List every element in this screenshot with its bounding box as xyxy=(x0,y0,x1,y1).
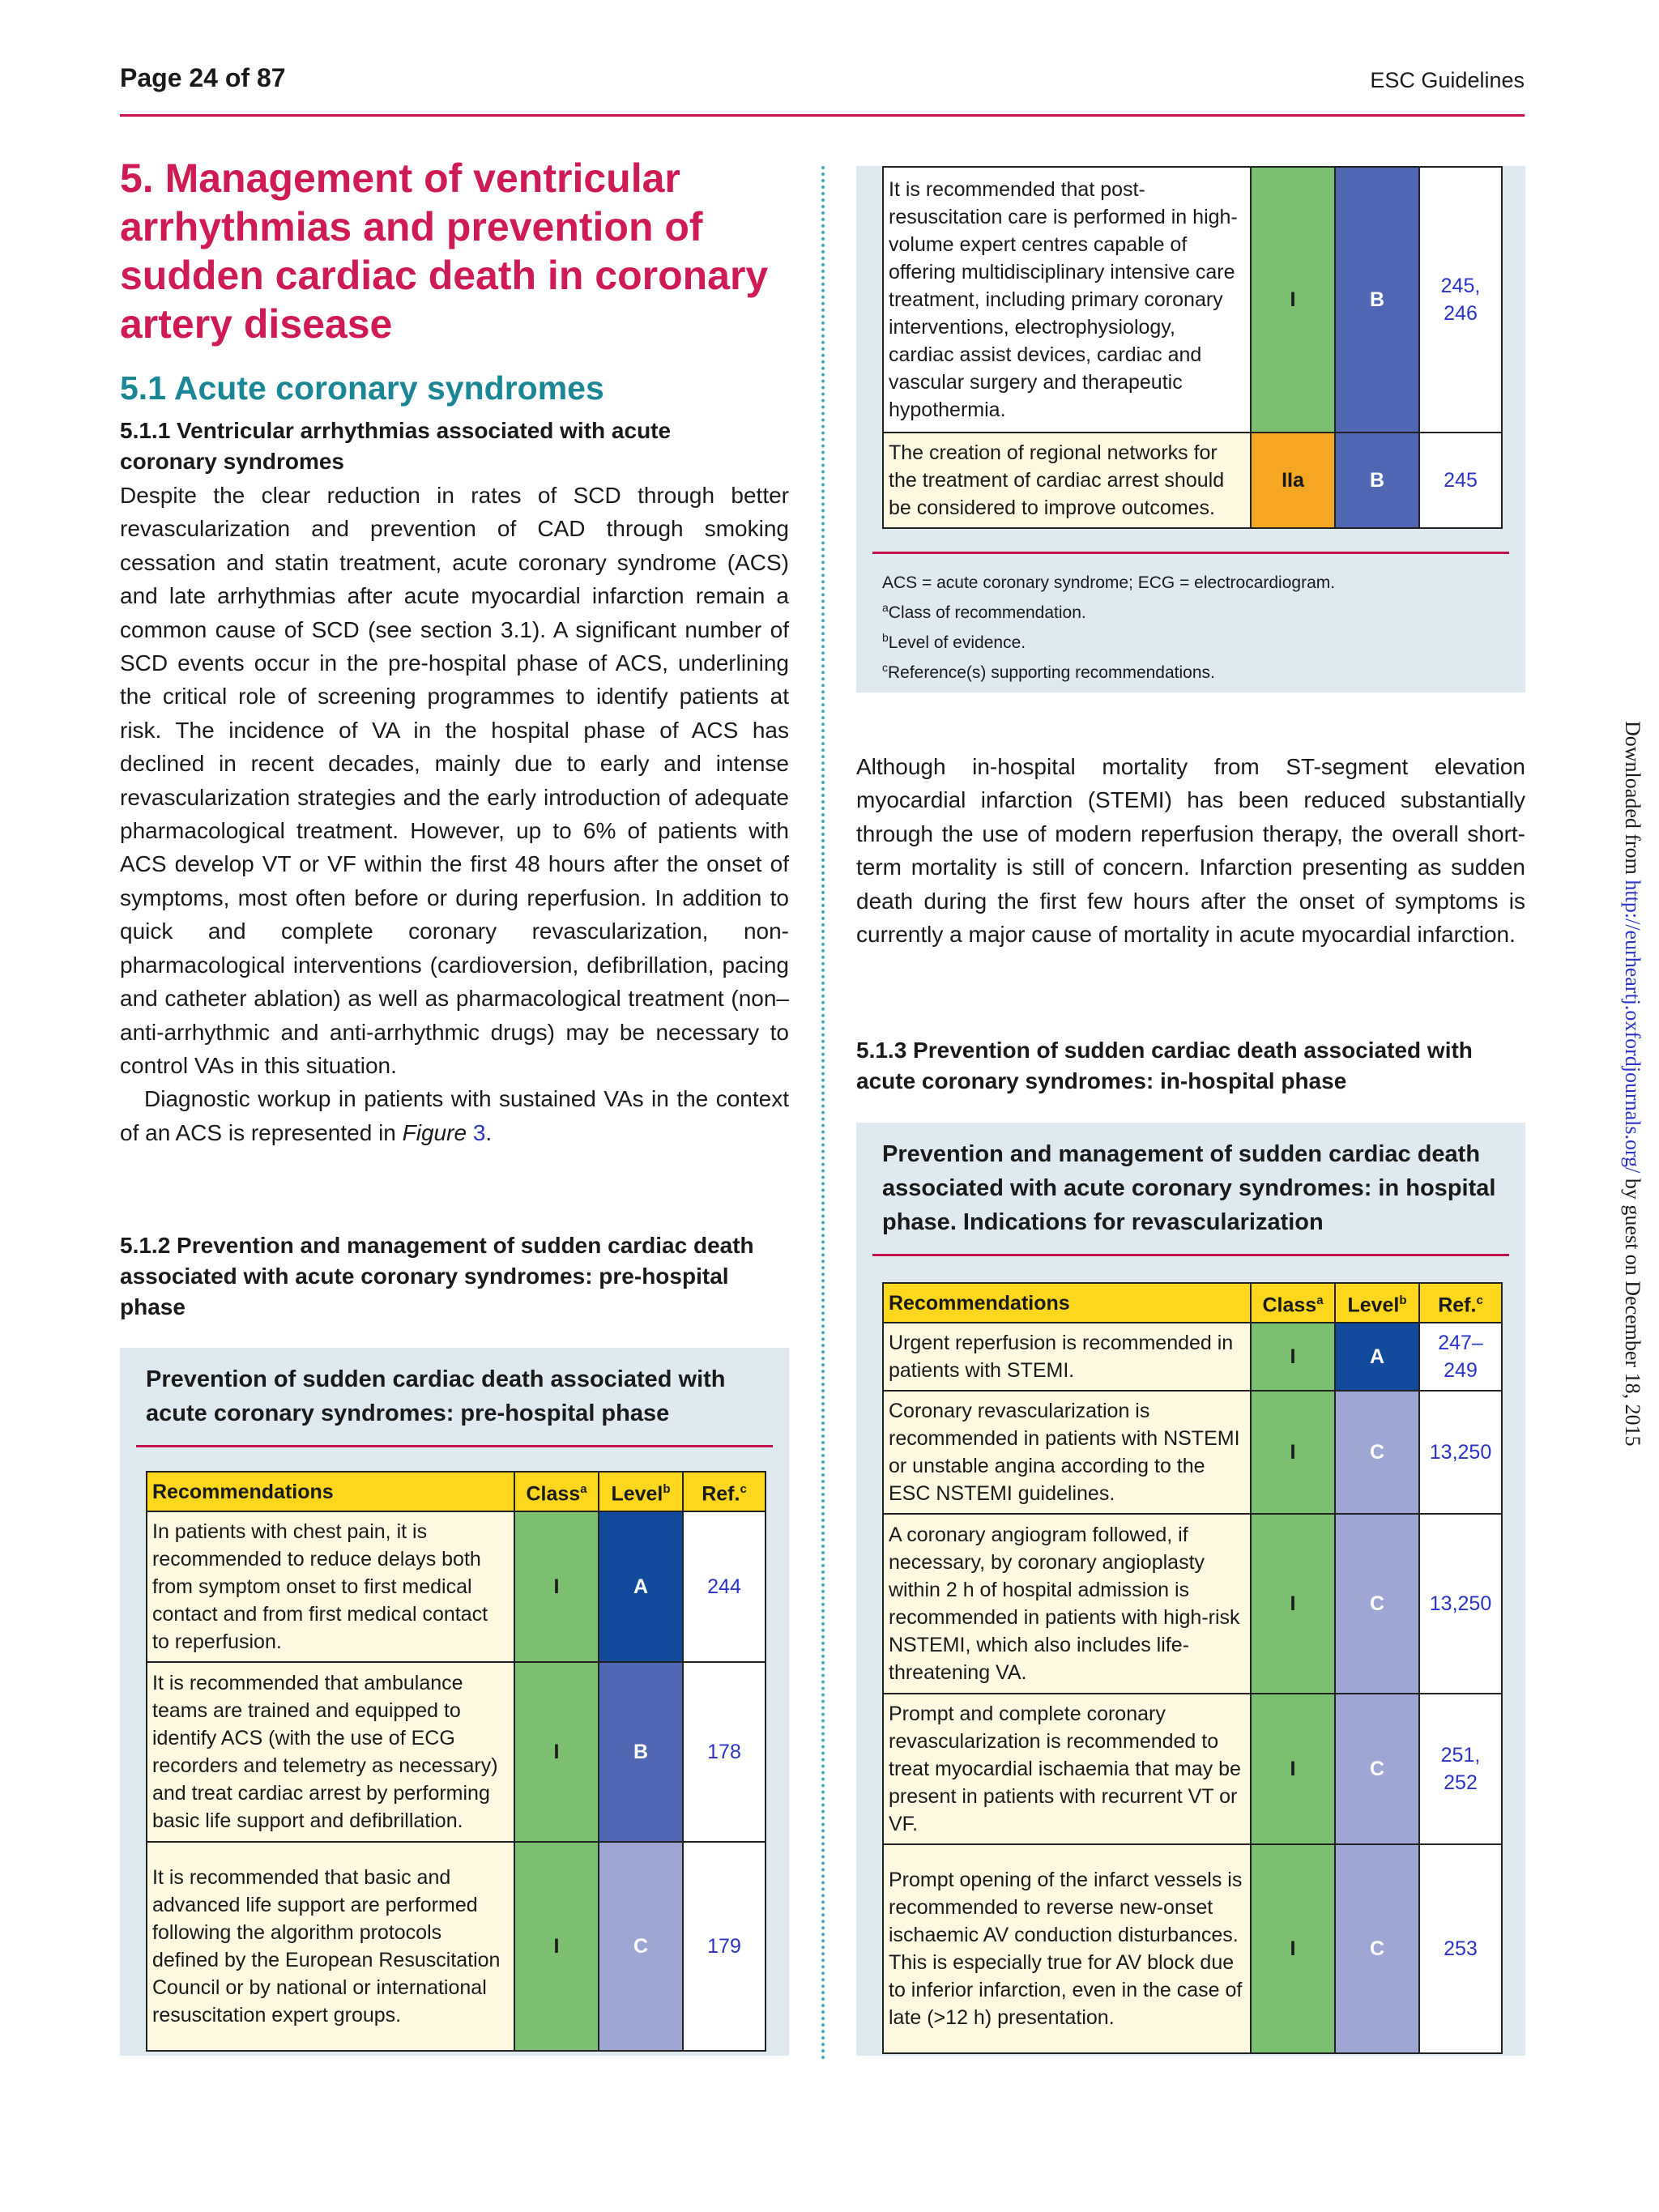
footnote-a-mark: a xyxy=(882,601,889,614)
continued-panel-rule xyxy=(872,552,1509,554)
class-cell: I xyxy=(514,1662,599,1842)
col-level xyxy=(1335,1283,1419,1323)
figure-ref-label: Figure xyxy=(402,1119,467,1145)
download-prefix: Downloaded from xyxy=(1621,721,1644,880)
table-row xyxy=(883,1844,1502,2053)
level-cell: C xyxy=(1335,1514,1419,1694)
class-cell: I xyxy=(514,1511,599,1662)
recommendation-text: It is recommended that basic and advanced life support are performed following the algorithm protocols defined by the European Resuscitation Council or by national or international resuscitation expert groups. xyxy=(147,1842,514,2051)
class-cell: I xyxy=(1251,1514,1335,1694)
ref-link[interactable]: 13,250 xyxy=(1419,1514,1502,1694)
level-cell: B xyxy=(1335,167,1419,433)
level-cell: C xyxy=(1335,1694,1419,1844)
recommendation-text: It is recommended that ambulance teams are trained and equipped to identify ACS (with the use of ECG recorders and telemetry as necessary) and treat cardiac arrest by performing basic life support and defibrillation. xyxy=(147,1662,514,1842)
level-cell: C xyxy=(1335,1391,1419,1514)
ref-link[interactable]: 244 xyxy=(683,1511,766,1662)
footnote-a-text: Class of recommendation. xyxy=(888,603,1086,622)
table-row xyxy=(883,167,1502,433)
footnote-b xyxy=(882,625,1506,655)
table-row xyxy=(883,1694,1502,1844)
s511-paragraph-2-text: Diagnostic workup in patients with sustained VAs in the context of an ACS is represented in xyxy=(120,1086,789,1145)
s512-heading: 5.1.2 Prevention and management of sudden cardiac death associated with acute coronary syndromes: pre-hospital phase xyxy=(120,1233,754,1319)
ref-link[interactable]: 251, 252 xyxy=(1419,1694,1502,1844)
ref-link[interactable]: 245 xyxy=(1419,433,1502,528)
paragraph-end: . xyxy=(485,1119,493,1145)
s511-body xyxy=(120,479,789,1149)
download-url-link[interactable]: http://eurheartj.oxfordjournals.org/ xyxy=(1621,880,1644,1174)
continued-table xyxy=(882,166,1503,529)
class-cell: I xyxy=(514,1842,599,2051)
sup-a: a xyxy=(1316,1294,1324,1307)
inhospital-panel-rule xyxy=(872,1254,1509,1256)
download-note xyxy=(1612,721,1644,1539)
recommendation-text: The creation of regional networks for the treatment of cardiac arrest should be considered to improve outcomes. xyxy=(883,433,1251,528)
col-level-label: Level xyxy=(1347,1294,1400,1317)
col-ref xyxy=(1419,1283,1502,1323)
footnote-abbrev: ACS = acute coronary syndrome; ECG = electrocardiogram. xyxy=(882,573,1336,592)
recommendation-text: It is recommended that post-resuscitation care is performed in high-volume expert centres capable of offering multidisciplinary intensive care treatment, including primary coronary interventions, electrophysiology, cardiac assist devices, cardiac and vascular surgery and therapeutic hypothermia. xyxy=(883,167,1251,433)
figure-ref-link[interactable]: 3 xyxy=(472,1119,486,1145)
col-recommendations: Recommendations xyxy=(883,1283,1251,1323)
s511-heading: 5.1.1 Ventricular arrhythmias associated with acute coronary syndromes xyxy=(120,418,672,474)
recommendation-text: In patients with chest pain, it is recommended to reduce delays both from symptom onset to first medical contact and from first medical contact to reperfusion. xyxy=(147,1511,514,1662)
ref-link[interactable]: 178 xyxy=(683,1662,766,1842)
ref-link[interactable]: 247– 249 xyxy=(1419,1323,1502,1391)
s513-heading: 5.1.3 Prevention of sudden cardiac death associated with acute coronary syndromes: in-hospital phase xyxy=(856,1038,1473,1093)
col-class-label: Class xyxy=(1262,1294,1317,1317)
table-row xyxy=(883,1514,1502,1694)
recommendation-text: Coronary revascularization is recommended in patients with NSTEMI or unstable angina according to the ESC NSTEMI guidelines. xyxy=(883,1391,1251,1514)
col-class xyxy=(514,1472,599,1511)
inhospital-table xyxy=(882,1282,1503,2054)
prehospital-panel-title: Prevention of sudden cardiac death associated with acute coronary syndromes: pre-hospital phase xyxy=(146,1366,726,1426)
recommendation-text: Prompt opening of the infarct vessels is recommended to reverse new-onset ischaemic AV conduction disturbances. This is especially true for AV block due to inferior infarction, even in the case of late (>12 h) presentation. xyxy=(883,1844,1251,2053)
page-number: Page 24 of 87 xyxy=(120,63,286,92)
recommendation-text: Urgent reperfusion is recommended in patients with STEMI. xyxy=(883,1323,1251,1391)
ref-link[interactable]: 13,250 xyxy=(1419,1391,1502,1514)
inhospital-panel-title: Prevention and management of sudden cardiac death associated with acute coronary syndromes: in hospital phase. Indications for revascularization xyxy=(882,1141,1496,1235)
s511-paragraph-2 xyxy=(120,1082,789,1149)
class-cell: I xyxy=(1251,167,1335,433)
col-class xyxy=(1251,1283,1335,1323)
class-cell: I xyxy=(1251,1694,1335,1844)
table-row xyxy=(147,1662,766,1842)
col-ref-label: Ref. xyxy=(702,1482,740,1506)
col-level-label: Level xyxy=(611,1482,663,1506)
table-row xyxy=(147,1842,766,2051)
journal-name: ESC Guidelines xyxy=(1370,68,1525,92)
recommendation-text: Prompt and complete coronary revascularization is recommended to treat myocardial ischaemia that may be present in patients with recurrent VT or VF. xyxy=(883,1694,1251,1844)
ref-link[interactable]: 253 xyxy=(1419,1844,1502,2053)
class-cell: I xyxy=(1251,1323,1335,1391)
stemi-paragraph: Although in-hospital mortality from ST-segment elevation myocardial infarction (STEMI) has been reduced substantially through the use of modern reperfusion therapy, the overall short-term mortality is still of concern. Infarction presenting as sudden death during the first few hours after the onset of symptoms is currently a major cause of mortality in acute myocardial infarction. xyxy=(856,754,1525,948)
sup-b: b xyxy=(663,1482,671,1496)
s511-paragraph-1: Despite the clear reduction in rates of SCD through better revascularization and prevention of CAD through smoking cessation and statin treatment, acute coronary syndrome (ACS) and late arrhythmias after acute myocardial infarction remain a common cause of SCD (see section 3.1). A significant number of SCD events occur in the pre-hospital phase of ACS, underlining the critical role of screening programmes to identify patients at risk. The incidence of VA in the hospital phase of ACS has declined in recent decades, mainly due to early and intense revascularization strategies and the early introduction of adequate pharmacological treatment. However, up to 6% of patients with ACS develop VT or VF within the first 48 hours after the onset of symptoms, most often before or during reperfusion. In addition to quick and complete coronary revascularization, non-pharmacological interventions (cardioversion, defibrillation, pacing and catheter ablation) as well as pharmacological treatment (non–anti-arrhythmic and anti-arrhythmic drugs) may be necessary to control VAs in this situation. xyxy=(120,483,789,1078)
footnote-b-mark: b xyxy=(882,631,889,644)
download-suffix: by guest on December 18, 2015 xyxy=(1621,1173,1644,1447)
table-footnotes xyxy=(882,571,1506,685)
download-note-text xyxy=(1620,721,1644,1447)
prehospital-table xyxy=(146,1471,766,2052)
col-ref xyxy=(683,1472,766,1511)
table-header-row xyxy=(147,1472,766,1511)
sup-a: a xyxy=(580,1482,587,1496)
section-title: 5. Management of ventricular arrhythmias and prevention of sudden cardiac death in coronary artery disease xyxy=(120,156,769,347)
sup-c: c xyxy=(1476,1294,1483,1307)
table-row xyxy=(883,1323,1502,1391)
level-cell: A xyxy=(1335,1323,1419,1391)
level-cell: B xyxy=(1335,433,1419,528)
class-cell: IIa xyxy=(1251,433,1335,528)
footnote-c xyxy=(882,655,1506,685)
col-recommendations: Recommendations xyxy=(147,1472,514,1511)
table-row xyxy=(883,433,1502,528)
class-cell: I xyxy=(1251,1391,1335,1514)
level-cell: C xyxy=(1335,1844,1419,2053)
col-level xyxy=(599,1472,683,1511)
subsection-title: 5.1 Acute coronary syndromes xyxy=(120,369,604,407)
recommendation-text: A coronary angiogram followed, if necessary, by coronary angioplasty within 2 h of hospital admission is recommended in patients with high-risk NSTEMI, which also includes life-threatening VA. xyxy=(883,1514,1251,1694)
footnote-c-text: Reference(s) supporting recommendations. xyxy=(888,663,1215,682)
level-cell: B xyxy=(599,1662,683,1842)
footnote-b-text: Level of evidence. xyxy=(888,633,1026,652)
right-body xyxy=(856,750,1525,951)
header-rule xyxy=(120,114,1525,117)
sup-b: b xyxy=(1399,1294,1407,1307)
col-ref-label: Ref. xyxy=(1438,1294,1477,1317)
level-cell: C xyxy=(599,1842,683,2051)
ref-link[interactable]: 245, 246 xyxy=(1419,167,1502,433)
ref-link[interactable]: 179 xyxy=(683,1842,766,2051)
table-row xyxy=(883,1391,1502,1514)
table-row xyxy=(147,1511,766,1662)
class-cell: I xyxy=(1251,1844,1335,2053)
table-header-row xyxy=(883,1283,1502,1323)
col-class-label: Class xyxy=(526,1482,581,1506)
footnote-a xyxy=(882,595,1506,625)
prehospital-panel-rule xyxy=(136,1445,773,1447)
footnote-c-mark: c xyxy=(882,661,888,674)
column-divider xyxy=(821,166,825,2061)
sup-c: c xyxy=(740,1482,747,1496)
level-cell: A xyxy=(599,1511,683,1662)
